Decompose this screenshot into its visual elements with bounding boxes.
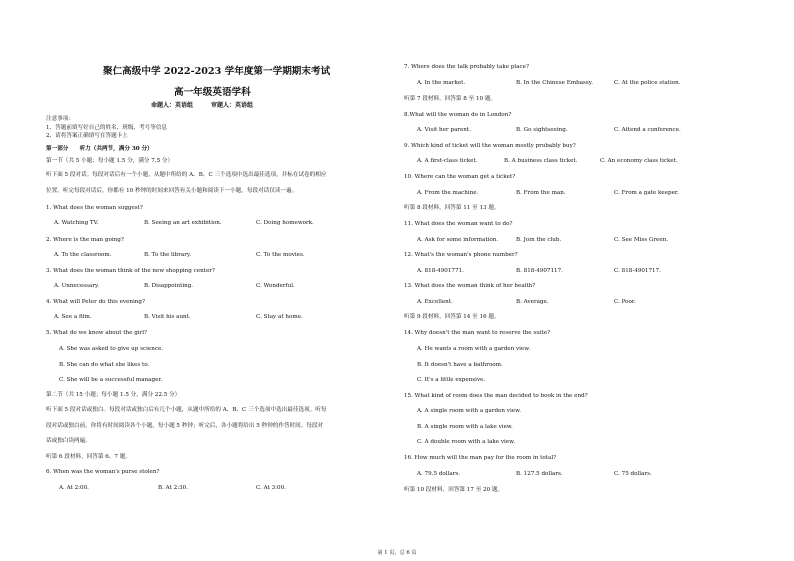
section2-instr-1: 听下面 5 段对话或独白。每段对话或独白后有几个小题，从题中所给的 A、B、C 三个选项中选出最佳选项。听每 <box>46 407 327 413</box>
q5-option-c: C. She will be a successful manager. <box>59 377 163 383</box>
q3-option-b: B. Disappointing. <box>144 283 194 289</box>
q15-option-c: C. A double room with a lake view. <box>417 439 516 445</box>
q8-option-a: A. Visit her parent. <box>417 127 471 133</box>
q15-option-b: B. A single room with a lake view. <box>417 424 513 430</box>
q14-option-b: B. It doesn't have a bathroom. <box>417 362 503 368</box>
question-8: 8.What will the woman do in London? <box>404 112 512 118</box>
section2-instr-2: 段对话或独白前，你将有时间阅读各个小题，每小题 5 秒钟；听完后，各小题将给出 5 秒钟的作答时间。每段对 <box>46 423 324 429</box>
question-15: 15. What kind of room does the man decided to book in the end? <box>404 393 588 399</box>
section2-instr-3: 话或独白读两遍。 <box>46 438 91 444</box>
section1-heading: 第一节（共 5 小题；每小题 1.5 分，满分 7.5 分） <box>46 158 174 164</box>
section1-instr-1: 听下面 5 段对话。每段对话后有一个小题，从题中所给的 A、B、C 三个选项中选出最佳选项，并标在试卷的相应 <box>46 172 327 178</box>
question-3: 3. What does the woman think of the new shopping center? <box>46 268 215 274</box>
q2-option-b: B. To the library. <box>144 252 192 258</box>
q11-option-c: C. See Miss Green. <box>614 237 669 243</box>
question-9: 9. Which kind of ticket will the woman mostly probably buy? <box>404 143 576 149</box>
question-1: 1. What does the woman suggest? <box>46 205 143 211</box>
q2-option-c: C. To the movies. <box>256 252 305 258</box>
q12-option-c: C. 818-4901717. <box>614 268 661 274</box>
q13-option-c: C. Poor. <box>614 299 636 305</box>
note-1: 1、答题前填写好自己的姓名、班级、考号等信息 <box>46 125 168 131</box>
question-4: 4. What will Peter do this evening? <box>46 299 145 305</box>
section1-instr-2: 位置。听完每段对话后，你都有 10 秒钟的时间来回答有关小题和阅读下一小题。每段对话仅读一遍。 <box>46 188 298 194</box>
q6-option-c: C. At 3:00. <box>256 485 286 491</box>
q5-option-a: A. She was asked to give up science. <box>59 346 164 352</box>
q6-option-b: B. At 2:30. <box>158 485 188 491</box>
listen-9: 听第 9 段材料，回答第 14 至 16 题。 <box>404 314 500 320</box>
q8-option-b: B. Go sightseeing. <box>516 127 568 133</box>
q14-option-a: A. He wants a room with a garden view. <box>417 346 531 352</box>
question-14: 14. Why doesn't the man want to reserve the suite? <box>404 330 551 336</box>
notes-heading: 注意事项： <box>46 116 74 122</box>
q7-option-a: A. In the market. <box>417 80 466 86</box>
q4-option-c: C. Stay at home. <box>256 314 303 320</box>
exam-subtitle: 高一年级英语学科 <box>174 87 251 98</box>
question-13: 13. What does the woman think of her health? <box>404 283 536 289</box>
q7-option-c: C. At the police station. <box>614 80 681 86</box>
q9-option-b: B. A business class ticket. <box>504 158 578 164</box>
page-footer: 第 1 页，总 6 页 <box>377 550 417 556</box>
q16-option-b: B. 127.5 dollars. <box>516 471 563 477</box>
q16-option-a: A. 79.5 dollars. <box>417 471 461 477</box>
q7-option-b: B. In the Chinese Embassy. <box>516 80 593 86</box>
listen-8: 听第 8 段材料，回答第 11 至 13 题。 <box>404 205 500 211</box>
q10-option-c: C. From a gate keeper. <box>614 190 679 196</box>
note-2: 2、请将答案正确填写在答题卡上 <box>46 133 128 139</box>
part1-heading: 第一部分 听力（共两节，满分 30 分） <box>46 146 153 152</box>
q12-option-b: B. 818-4907117. <box>516 268 563 274</box>
q3-option-a: A. Unnecessary. <box>54 283 100 289</box>
q12-option-a: A. 818-4901771. <box>417 268 464 274</box>
q2-option-a: A. To the classroom. <box>54 252 112 258</box>
question-12: 12. What's the woman's phone number? <box>404 252 518 258</box>
q13-option-b: B. Average. <box>516 299 549 305</box>
q4-option-b: B. Visit his aunt. <box>144 314 191 320</box>
question-6: 6. When was the woman's purse stolen? <box>46 469 160 475</box>
q11-option-a: A. Ask for some information. <box>417 237 499 243</box>
q16-option-c: C. 75 dollars. <box>614 471 652 477</box>
section2-heading: 第二节（共 15 小题；每小题 1.5 分，满分 22.5 分） <box>46 392 181 398</box>
listen-7: 听第 7 段材料，回答第 8 至 10 题。 <box>404 96 497 102</box>
question-16: 16. How much will the man pay for the room in total? <box>404 455 557 461</box>
question-5: 5. What do we know about the girl? <box>46 330 148 336</box>
q9-option-c: C. An economy class ticket. <box>600 158 678 164</box>
q13-option-a: A. Excellent. <box>417 299 453 305</box>
q8-option-c: C. Attend a conference. <box>614 127 681 133</box>
q4-option-a: A. See a film. <box>54 314 92 320</box>
question-2: 2. Where is the man going? <box>46 237 124 243</box>
q9-option-a: A. A first-class ticket. <box>417 158 478 164</box>
question-7: 7. Where does the talk probably take place? <box>404 64 529 70</box>
question-11: 11. What does the woman want to do? <box>404 221 513 227</box>
q1-option-b: B. Seeing an art exhibition. <box>144 220 222 226</box>
q6-option-a: A. At 2:00. <box>59 485 89 491</box>
q1-option-a: A. Watching TV. <box>54 220 99 226</box>
exam-title: 聚仁高级中学 2022-2023 学年度第一学期期末考试 <box>103 66 331 77</box>
listen-10: 听第 10 段材料，回答第 17 至 20 题。 <box>404 487 504 493</box>
q3-option-c: C. Wonderful. <box>256 283 295 289</box>
listen-6: 听第 6 段材料，回答第 6、7 题。 <box>46 454 131 460</box>
q14-option-c: C. It's a little expensive. <box>417 377 486 383</box>
q1-option-c: C. Doing homework. <box>256 220 314 226</box>
authors-line: 命题人：英语组 审题人：英语组 <box>151 102 254 109</box>
question-10: 10. Where can the woman get a ticket? <box>404 174 516 180</box>
q10-option-b: B. From the man. <box>516 190 566 196</box>
q10-option-a: A. From the machine. <box>417 190 479 196</box>
q11-option-b: B. Join the club. <box>516 237 562 243</box>
q15-option-a: A. A single room with a garden view. <box>417 408 521 414</box>
q5-option-b: B. She can do what she likes to. <box>59 362 150 368</box>
